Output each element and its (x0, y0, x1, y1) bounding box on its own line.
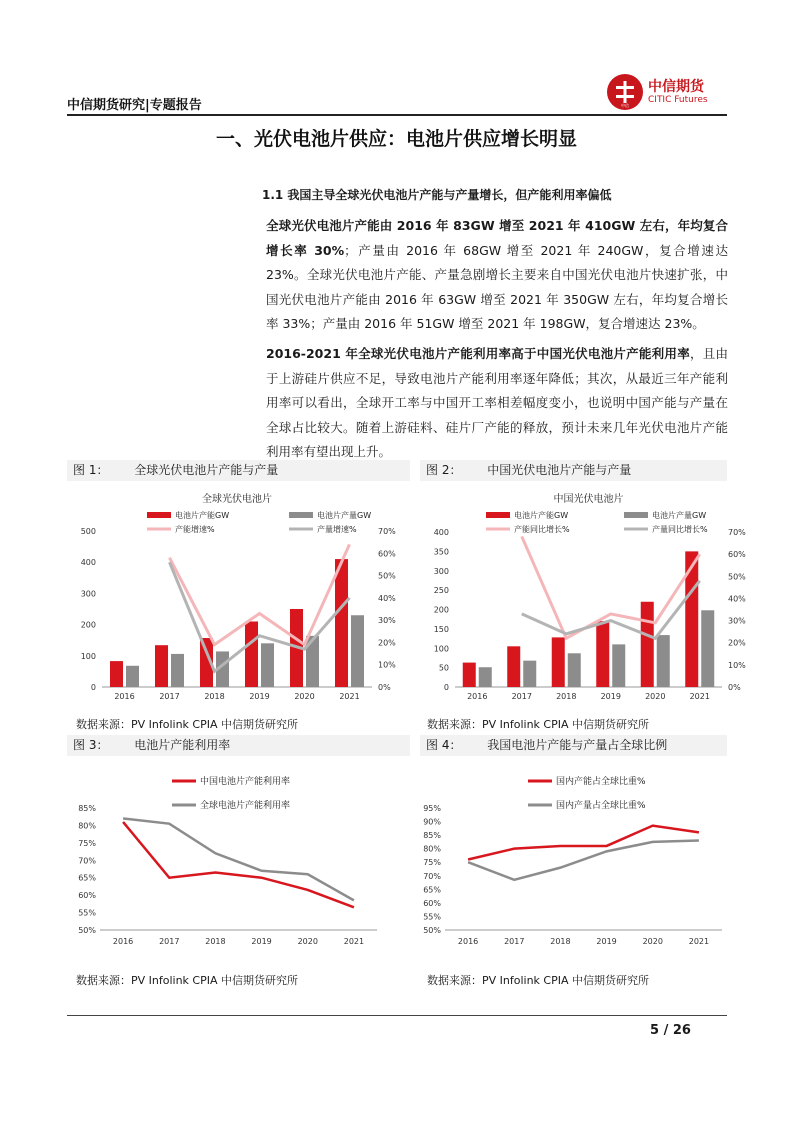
legend-label: 电池片产量GW (317, 511, 372, 520)
paragraph-1-bold: 全球光伏电池片产能由 2016 年 83GW 增至 2021 年 410GW 左右，年均复合增长率 30% (266, 218, 728, 258)
legend-label: 电池片产量GW (652, 511, 707, 520)
legend-label: 产量同比增长% (652, 525, 708, 534)
figure-2-label: 图 2： (426, 463, 462, 477)
legend-swatch (289, 512, 313, 518)
y-tick-label: 50% (423, 926, 441, 935)
figure-2-source: 数据来源：PV Infolink CPIA 中信期货研究所 (427, 718, 650, 731)
bar-电池片产量GW (657, 635, 670, 687)
x-tick-label: 2021 (689, 692, 710, 701)
y-tick-label: 85% (78, 804, 96, 813)
bar-电池片产量GW (568, 653, 581, 687)
y2-tick-label: 50% (378, 571, 396, 581)
legend-label: 产能增速% (175, 525, 215, 534)
bar-电池片产能GW (552, 637, 565, 687)
paragraph-2-text: ，且由于上游硅片供应不足，导致电池片产能利用率逐年降低；其次，从最近三年产能利用率可以看出，全球开工率与中国开工率相差幅度变小，也说明中国产能与产量在全球占比较大。随着上游硅料、硅片厂产能的释放，预计未来几年光伏电池片产能利用率有望出现上升。 (266, 346, 728, 459)
x-tick-label: 2021 (339, 692, 360, 701)
y-tick-label: 300 (80, 589, 96, 599)
bar-电池片产量GW (479, 667, 492, 687)
paragraph-2-bold: 2016-2021 年全球光伏电池片产能利用率高于中国光伏电池片产能利用率 (266, 346, 690, 361)
y-tick-label: 100 (433, 644, 449, 654)
x-tick-label: 2016 (112, 937, 134, 946)
bar-电池片产量GW (126, 666, 139, 687)
line-产量同比增长% (522, 581, 700, 639)
y-tick-label: 400 (433, 528, 449, 537)
legend-label: 产量增速% (317, 525, 357, 534)
footer-divider (67, 1015, 727, 1016)
y-tick-label: 95% (423, 804, 441, 813)
y2-tick-label: 0% (378, 683, 391, 692)
y-tick-label: 50% (78, 926, 96, 935)
figure-1-label: 图 1： (73, 463, 109, 477)
legend-label: 产能同比增长% (514, 525, 570, 534)
y2-tick-label: 50% (728, 572, 746, 582)
x-tick-label: 2018 (556, 692, 577, 701)
section-title: 一、光伏电池片供应：电池片供应增长明显 (215, 128, 577, 150)
figure-4-label: 图 4： (426, 738, 462, 752)
page-number: 5 / 26 (650, 1023, 691, 1038)
brand-name-en: CITIC Futures (648, 95, 708, 105)
figure-1-caption (67, 460, 410, 481)
chart-china-cell-capacity-output (420, 486, 746, 712)
x-tick-label: 2020 (645, 692, 666, 701)
y-tick-label: 0 (443, 683, 449, 692)
legend-swatch (486, 512, 510, 518)
x-tick-label: 2020 (642, 937, 663, 946)
x-tick-label: 2021 (343, 937, 365, 946)
chart-global-cell-capacity-output (67, 486, 410, 712)
y2-tick-label: 40% (728, 594, 746, 604)
y-tick-label: 85% (423, 831, 441, 841)
chart-title: 全球光伏电池片 (202, 494, 272, 505)
x-tick-label: 2017 (511, 692, 532, 701)
figure-4-source: 数据来源：PV Infolink CPIA 中信期货研究所 (427, 974, 650, 987)
bar-电池片产能GW (155, 645, 168, 687)
logo-text: 中信 (621, 103, 629, 108)
y-tick-label: 75% (423, 858, 441, 868)
y-tick-label: 400 (80, 558, 96, 568)
y-tick-label: 65% (78, 873, 96, 883)
y2-tick-label: 20% (378, 638, 396, 648)
y2-tick-label: 70% (378, 527, 396, 536)
y-tick-label: 200 (80, 620, 96, 630)
x-tick-label: 2016 (457, 937, 479, 946)
paragraph-1-text: ；产量由 2016 年 68GW 增至 2021 年 240GW，复合增速达 23%。全球光伏电池片产能、产量急剧增长主要来自中国光伏电池片快速扩张，中国光伏电池片产能由 2016 年 63GW 增至 2021 年 350GW 左右，年均复合增长率 33%；产量由 2016 年 51GW 增至 2021 年 198GW，复合增速达 23%。 (266, 242, 728, 331)
report-header-title: 中信期货研究|专题报告 (67, 98, 202, 113)
y-tick-label: 300 (433, 566, 449, 576)
y-tick-label: 500 (80, 527, 96, 536)
legend-label: 电池片产能GW (175, 511, 230, 520)
y2-tick-label: 30% (728, 616, 746, 626)
figure-3-source: 数据来源：PV Infolink CPIA 中信期货研究所 (76, 974, 299, 987)
y-tick-label: 200 (433, 605, 449, 615)
x-tick-label: 2017 (159, 692, 180, 701)
line-产量增速% (170, 562, 350, 671)
x-tick-label: 2019 (251, 937, 272, 946)
y-tick-label: 350 (433, 547, 449, 557)
y-tick-label: 150 (433, 624, 449, 634)
subsection-title: 1.1 我国主导全球光伏电池片产能与产量增长，但产能利用率偏低 (262, 188, 612, 202)
x-tick-label: 2017 (159, 937, 180, 946)
bar-电池片产能GW (641, 602, 654, 687)
line-产能同比增长% (522, 536, 700, 638)
bar-电池片产量GW (523, 661, 536, 687)
line-中国电池片产能利用率 (123, 822, 354, 907)
paragraph-1 (266, 214, 728, 337)
y-tick-label: 80% (78, 821, 96, 831)
x-tick-label: 2018 (204, 692, 225, 701)
legend-swatch (147, 512, 171, 518)
x-tick-label: 2019 (249, 692, 270, 701)
figure-1-title: 全球光伏电池片产能与产量 (134, 463, 279, 477)
bar-电池片产能GW (463, 663, 476, 687)
x-tick-label: 2021 (688, 937, 710, 946)
bar-电池片产能GW (596, 621, 609, 687)
bar-电池片产量GW (171, 654, 184, 687)
y2-tick-label: 60% (378, 549, 396, 559)
brand-name-cn: 中信期货 (648, 79, 704, 95)
legend-label: 电池片产能GW (514, 511, 569, 520)
y-tick-label: 55% (423, 912, 441, 922)
x-tick-label: 2020 (297, 937, 318, 946)
bar-电池片产能GW (507, 646, 520, 687)
header-divider (67, 114, 727, 116)
legend-label: 中国电池片产能利用率 (200, 777, 291, 787)
line-全球电池片产能利用率 (123, 818, 354, 900)
bar-电池片产能GW (245, 621, 258, 687)
y2-tick-label: 30% (378, 616, 396, 626)
y-tick-label: 90% (423, 817, 441, 827)
y2-tick-label: 40% (378, 593, 396, 603)
y-tick-label: 60% (78, 891, 96, 901)
bar-电池片产量GW (351, 615, 364, 687)
figure-2-caption (420, 460, 727, 481)
paragraph-2 (266, 342, 728, 465)
legend-label: 国内产量占全球比重% (556, 801, 646, 811)
chart-cell-utilization-rate (67, 760, 410, 960)
bar-电池片产能GW (335, 559, 348, 687)
x-tick-label: 2019 (600, 692, 621, 701)
y2-tick-label: 60% (728, 550, 746, 560)
x-tick-label: 2019 (596, 937, 617, 946)
x-tick-label: 2016 (467, 692, 488, 701)
chart-title: 中国光伏电池片 (553, 494, 624, 505)
legend-label: 全球电池片产能利用率 (200, 801, 291, 811)
y2-tick-label: 10% (378, 660, 396, 670)
x-tick-label: 2016 (114, 692, 135, 701)
y-tick-label: 60% (423, 898, 441, 908)
bar-电池片产量GW (612, 644, 625, 687)
bar-电池片产能GW (110, 661, 123, 687)
y-tick-label: 80% (423, 844, 441, 854)
x-tick-label: 2017 (504, 937, 525, 946)
bar-电池片产量GW (261, 643, 274, 687)
y-tick-label: 0 (90, 683, 96, 692)
bar-电池片产量GW (701, 610, 714, 687)
figure-4-title: 我国电池片产能与产量占全球比例 (487, 738, 668, 752)
y-tick-label: 65% (423, 885, 441, 895)
figure-2-title: 中国光伏电池片产能与产量 (487, 463, 632, 477)
y-tick-label: 55% (78, 908, 96, 918)
y-tick-label: 100 (80, 651, 96, 661)
figure-3-label: 图 3： (73, 738, 109, 752)
figure-1-source: 数据来源：PV Infolink CPIA 中信期货研究所 (76, 718, 299, 731)
y-tick-label: 75% (78, 838, 96, 848)
legend-label: 国内产能占全球比重% (556, 777, 646, 787)
chart-china-share-of-global (420, 760, 727, 960)
y-tick-label: 50 (438, 663, 449, 673)
y2-tick-label: 20% (728, 638, 746, 648)
x-tick-label: 2020 (294, 692, 315, 701)
y-tick-label: 70% (78, 856, 96, 866)
figure-3-caption (67, 735, 410, 756)
y2-tick-label: 10% (728, 660, 746, 670)
y-tick-label: 250 (433, 586, 449, 596)
x-tick-label: 2018 (550, 937, 571, 946)
y-tick-label: 70% (423, 871, 441, 881)
y2-tick-label: 70% (728, 528, 746, 537)
legend-swatch (624, 512, 648, 518)
y2-tick-label: 0% (728, 683, 741, 692)
x-tick-label: 2018 (205, 937, 226, 946)
figure-3-title: 电池片产能利用率 (134, 738, 231, 752)
citic-logo-icon (607, 74, 643, 110)
figure-4-caption (420, 735, 727, 756)
